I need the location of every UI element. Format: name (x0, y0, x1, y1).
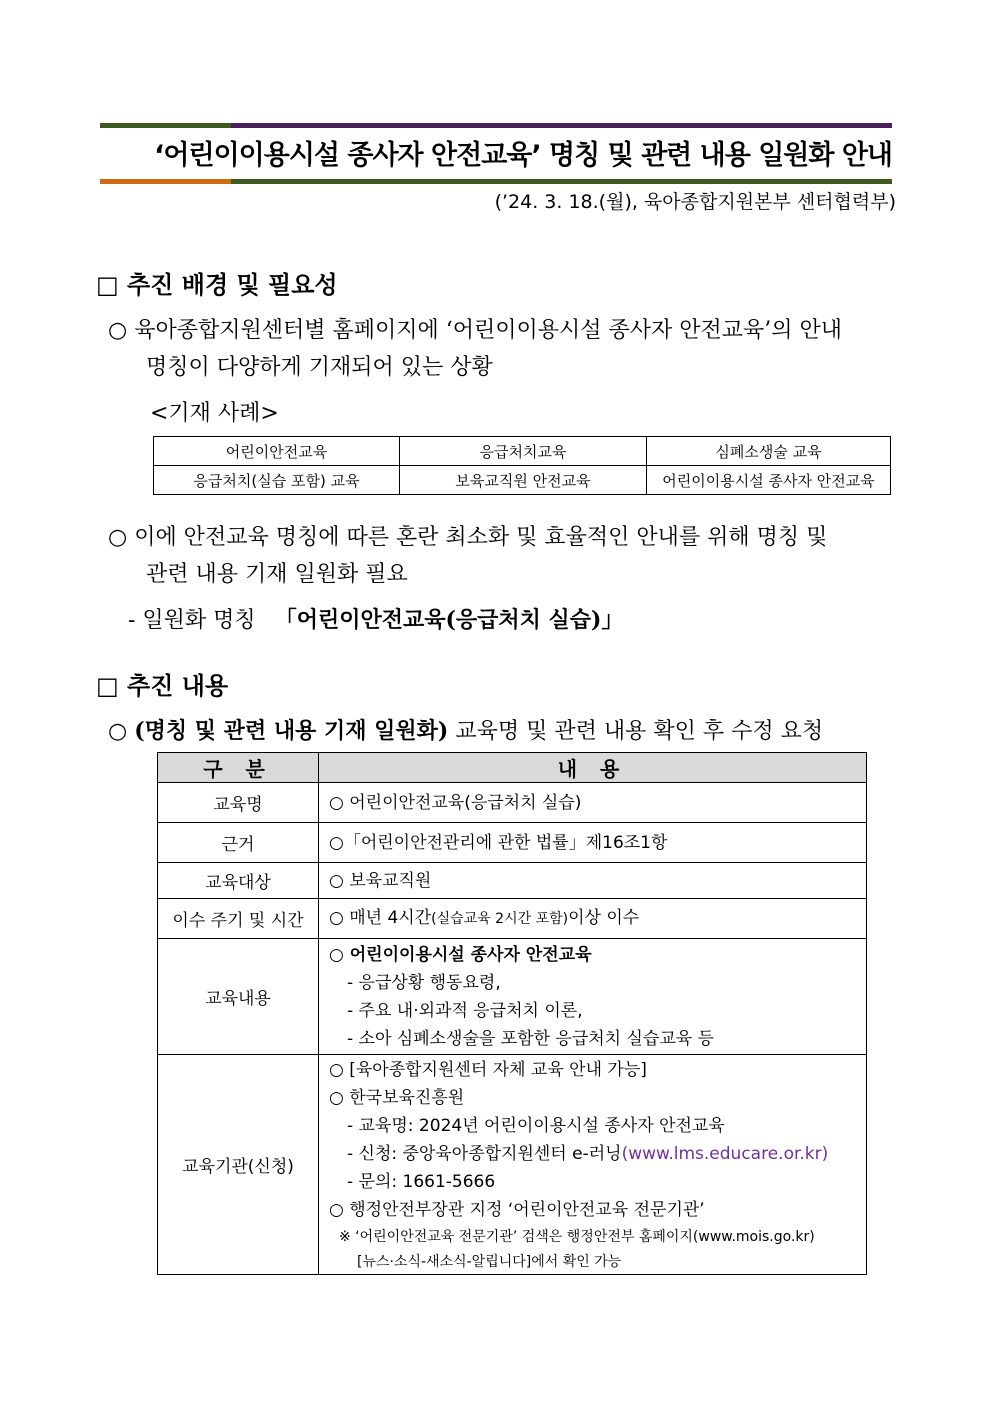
table-row (158, 783, 867, 823)
section1-bullet1-line2: 명칭이 다양하게 기재되어 있는 상황 (146, 355, 493, 380)
section2-heading: □ 추진 내용 (96, 672, 229, 700)
section2-bullet-circle: ○ (108, 719, 128, 744)
content-item: - 응급상황 행동요령, (347, 972, 501, 993)
content-item: - 주요 내·외과적 응급처치 이론, (347, 1000, 583, 1021)
period-note: (실습교육 2시간 포함) (431, 911, 569, 927)
example-cell: 심폐소생술 교육 (647, 437, 891, 466)
title-top-bar-purple (231, 123, 892, 128)
period-tail: 이상 이수 (568, 908, 640, 928)
section2-bullet (108, 714, 823, 745)
title-bottom-bar-orange (100, 179, 231, 184)
example-table (153, 436, 891, 495)
row-label: 교육기관(신청) (158, 1055, 319, 1275)
elearning-link[interactable]: (www.lms.educare.or.kr) (621, 1143, 829, 1164)
title-bottom-bar-green (231, 179, 892, 184)
row-label: 근거 (158, 823, 319, 863)
row-value (319, 1055, 867, 1275)
example-cell: 응급처치(실습 포함) 교육 (154, 466, 400, 495)
org-apply-text: - 신청: 중앙육아종합지원센터 e-러닝 (347, 1143, 622, 1164)
target-value: ○ 보육교직원 (329, 870, 432, 891)
example-label: <기재 사례> (150, 401, 279, 426)
example-cell: 응급처치교육 (400, 437, 647, 466)
org-note: [뉴스·소식-새소식-알립니다]에서 확인 가능 (357, 1253, 622, 1270)
example-cell: 보육교직원 안전교육 (400, 466, 647, 495)
unified-name: 「어린이안전교육(응급처치 실습)」 (274, 607, 624, 633)
document-date: (’24. 3. 18.(월), 육아종합지원본부 센터협력부) (494, 191, 896, 213)
example-cell: 어린이이용시설 종사자 안전교육 (647, 466, 891, 495)
unified-name-line (128, 603, 623, 634)
table-row (158, 939, 867, 1055)
content-item: - 소아 심폐소생술을 포함한 응급처치 실습교육 등 (347, 1028, 714, 1049)
row-label: 교육명 (158, 783, 319, 823)
example-cell: 어린이안전교육 (154, 437, 400, 466)
row-label: 교육내용 (158, 939, 319, 1055)
row-label: 이수 주기 및 시간 (158, 899, 319, 939)
table-header-row (158, 753, 867, 783)
table-row (158, 899, 867, 939)
period-main: ○ 매년 4시간 (329, 908, 432, 928)
section2-bullet-rest: 교육명 및 관련 내용 확인 후 수정 요청 (455, 719, 824, 744)
row-value (319, 939, 867, 1055)
org-line: - 교육명: 2024년 어린이이용시설 종사자 안전교육 (347, 1115, 725, 1136)
section1-bullet2-line1: ○ 이에 안전교육 명칭에 따른 혼란 최소화 및 효율적인 안내를 위해 명칭 및 (108, 525, 828, 550)
row-value (319, 783, 867, 823)
table-row (154, 466, 891, 495)
org-note: ※ ‘어린이안전교육 전문기관’ 검색은 행정안전부 홈페이지(www.mois.go.kr) (339, 1228, 815, 1245)
section1-bullet1-line1: ○ 육아종합지원센터별 홈페이지에 ‘어린이이용시설 종사자 안전교육’의 안내 (108, 318, 842, 343)
header-content: 내 용 (319, 753, 867, 783)
document-title: ‘어린이이용시설 종사자 안전교육’ 명칭 및 관련 내용 일원화 안내 (154, 140, 892, 171)
org-line: - 문의: 1661-5666 (347, 1171, 496, 1192)
unified-prefix: - 일원화 명칭 (128, 608, 256, 633)
title-top-bar-green (100, 123, 231, 128)
basis-value: ○「어린이안전관리에 관한 법률」제16조1항 (329, 832, 668, 853)
section1-bullet2-line2: 관련 내용 기재 일원화 필요 (146, 562, 408, 587)
details-table (157, 752, 867, 1275)
org-line (319, 1140, 866, 1168)
row-value (319, 823, 867, 863)
section2-bullet-bold: (명칭 및 관련 내용 기재 일원화) (134, 718, 449, 744)
org-line: ○ [육아종합지원센터 자체 교육 안내 가능] (329, 1059, 647, 1080)
content-title: ○ 어린이이용시설 종사자 안전교육 (329, 944, 592, 965)
table-row (158, 863, 867, 899)
header-category: 구 분 (158, 753, 319, 783)
section1-heading: □ 추진 배경 및 필요성 (96, 271, 338, 299)
period-value (319, 904, 866, 933)
row-label: 교육대상 (158, 863, 319, 899)
table-row (158, 1055, 867, 1275)
org-line: ○ 행정안전부장관 지정 ‘어린이안전교육 전문기관’ (329, 1199, 705, 1220)
row-value (319, 863, 867, 899)
table-row (158, 823, 867, 863)
org-line: ○ 한국보육진흥원 (329, 1087, 465, 1108)
table-row (154, 437, 891, 466)
education-name-value: ○ 어린이안전교육(응급처치 실습) (329, 792, 582, 813)
row-value (319, 899, 867, 939)
